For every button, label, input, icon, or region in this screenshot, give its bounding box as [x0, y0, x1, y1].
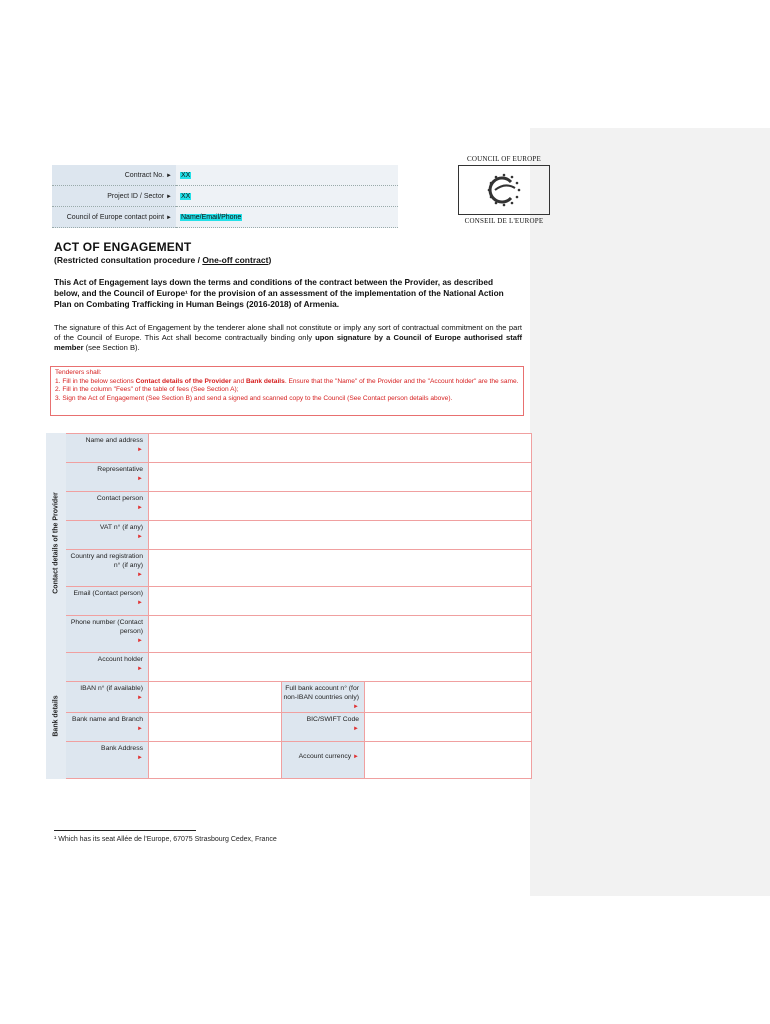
document-title: ACT OF ENGAGEMENT	[54, 240, 192, 254]
logo-emblem-icon	[458, 165, 550, 215]
bic-label: BIC/SWIFT Code ►	[282, 713, 365, 742]
iban-label: IBAN n° (if available) ►	[66, 682, 149, 713]
representative-label: Representative ►	[66, 463, 149, 492]
project-label: Project ID / Sector ►	[52, 186, 176, 207]
contact-point-field[interactable]: Name/Email/Phone	[176, 207, 398, 228]
full-account-label: Full bank account n° (for non-IBAN countries only) ►	[282, 682, 365, 713]
project-field[interactable]: XX	[176, 186, 398, 207]
country-registration-field[interactable]	[149, 550, 532, 587]
bank-name-field[interactable]	[149, 713, 282, 742]
email-field[interactable]	[149, 587, 532, 616]
name-address-label: Name and address ►	[66, 434, 149, 463]
provider-bank-table	[46, 433, 532, 779]
bank-address-field[interactable]	[149, 742, 282, 779]
provider-section-side: Contact details of the Provider	[47, 434, 66, 653]
iban-field[interactable]	[149, 682, 282, 713]
email-label: Email (Contact person) ►	[66, 587, 149, 616]
bank-name-label: Bank name and Branch ►	[66, 713, 149, 742]
bank-address-label: Bank Address ►	[66, 742, 149, 779]
contract-no-label: Contract No. ►	[52, 165, 176, 186]
contact-point-label: Council of Europe contact point ►	[52, 207, 176, 228]
footnote-separator	[54, 830, 196, 831]
country-registration-label: Country and registration n° (if any) ►	[66, 550, 149, 587]
logo-text-en: COUNCIL OF EUROPE	[467, 155, 541, 163]
header-table	[52, 165, 398, 228]
bic-field[interactable]	[365, 713, 532, 742]
document-subtitle: (Restricted consultation procedure / One-off contract)	[54, 255, 272, 265]
contact-person-label: Contact person ►	[66, 492, 149, 521]
logo-text-fr: CONSEIL DE L'EUROPE	[464, 217, 544, 225]
phone-label: Phone number (Contact person) ►	[66, 616, 149, 653]
account-holder-label: Account holder ►	[66, 653, 149, 682]
tenderer-instructions: Tenderers shall: 1. Fill in the below sections Contact details of the Provider and Bank details. Ensure that the "Name" of the Provider and the "Account holder" are the same. 2. Fill in the column "Fees" of the table of fees (See Section A); 3. Sign the Act of Engagement (See Section B) and send a signed and scanned copy to the Council (See Contact person details above).	[50, 366, 524, 416]
full-account-field[interactable]	[365, 682, 532, 713]
contact-person-field[interactable]	[149, 492, 532, 521]
phone-field[interactable]	[149, 616, 532, 653]
account-holder-field[interactable]	[149, 653, 532, 682]
footnote: ¹ Which has its seat Allée de l'Europe, 67075 Strasbourg Cedex, France	[54, 836, 277, 843]
council-of-europe-logo	[458, 155, 550, 225]
comment-pane	[530, 128, 770, 896]
bank-section-side: Bank details	[47, 653, 66, 779]
lead-paragraph: This Act of Engagement lays down the terms and conditions of the contract between the Provider, as described below, and the Council of Europe¹ for the provision of an assessment of the implementation of the National Action Plan on Combating Trafficking in Human Beings (2016-2018) of Armenia.	[54, 277, 504, 309]
currency-field[interactable]	[365, 742, 532, 779]
representative-field[interactable]	[149, 463, 532, 492]
contract-no-field[interactable]: XX	[176, 165, 398, 186]
binding-paragraph: The signature of this Act of Engagement by the tenderer alone shall not constitute or imply any sort of contractual commitment on the part of the Council of Europe. This Act shall become contractually binding only upon signature by a Council of Europe authorised staff member (see Section B).	[54, 323, 523, 352]
currency-label: Account currency ►	[282, 742, 365, 779]
vat-field[interactable]	[149, 521, 532, 550]
name-address-field[interactable]	[149, 434, 532, 463]
vat-label: VAT n° (if any) ►	[66, 521, 149, 550]
